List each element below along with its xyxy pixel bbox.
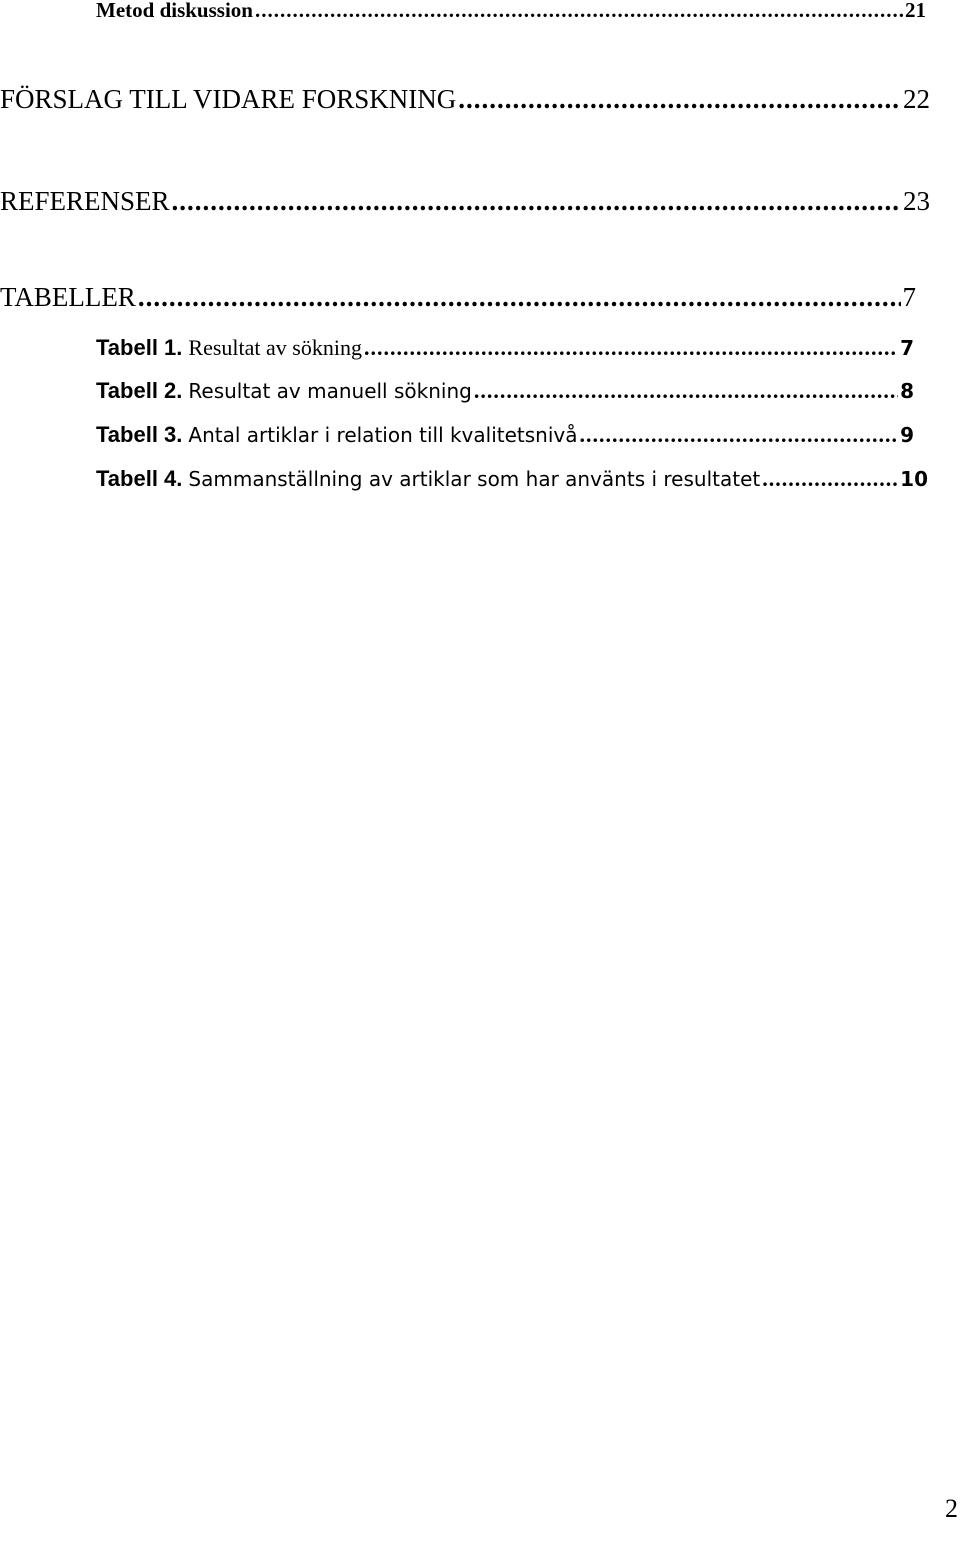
toc-entry-label: Metod diskussion xyxy=(96,0,253,22)
toc-dot-leader xyxy=(762,466,898,492)
toc-table-page: 8 xyxy=(900,379,914,403)
toc-table-label xyxy=(96,466,760,492)
toc-entry-page: 22 xyxy=(903,84,930,114)
toc-table-label xyxy=(96,335,362,361)
table-title: Resultat av sökning xyxy=(188,335,362,360)
toc-dot-leader xyxy=(474,378,898,404)
table-title: Antal artiklar i relation till kvalitetsnivå xyxy=(188,423,578,447)
toc-entry-forslag-till-vidare-forskning[interactable] xyxy=(0,84,930,115)
toc-table-page: 9 xyxy=(900,423,914,447)
toc-entry-tabeller[interactable] xyxy=(0,282,916,313)
toc-table-entry-2[interactable] xyxy=(96,378,914,404)
toc-table-page: 7 xyxy=(900,336,914,360)
table-number: Tabell 3. xyxy=(96,422,183,447)
toc-entry-page: 21 xyxy=(905,0,926,22)
toc-table-entry-4[interactable] xyxy=(96,466,928,492)
table-number: Tabell 1. xyxy=(96,335,183,360)
toc-table-page: 10 xyxy=(900,467,928,491)
page-number: 2 xyxy=(945,1494,958,1523)
toc-entry-label: TABELLER xyxy=(0,282,136,312)
toc-table-label xyxy=(96,378,472,404)
table-number: Tabell 2. xyxy=(96,378,183,403)
toc-dot-leader xyxy=(580,422,899,448)
toc-dot-leader xyxy=(364,335,898,361)
table-title: Sammanställning av artiklar som har använts i resultatet xyxy=(188,467,761,491)
toc-dot-leader xyxy=(138,282,901,313)
toc-entry-metod-diskussion[interactable] xyxy=(96,0,926,23)
toc-table-label xyxy=(96,422,578,448)
toc-dot-leader xyxy=(172,186,901,217)
toc-entry-label: FÖRSLAG TILL VIDARE FORSKNING xyxy=(0,84,457,114)
toc-entry-label: REFERENSER xyxy=(0,186,170,216)
toc-entry-page: 7 xyxy=(902,282,916,312)
toc-entry-page: 23 xyxy=(903,186,930,216)
toc-dot-leader xyxy=(255,0,903,23)
toc-entry-referenser[interactable] xyxy=(0,186,930,217)
toc-table-entry-1[interactable] xyxy=(96,335,914,361)
toc-table-entry-3[interactable] xyxy=(96,422,914,448)
toc-dot-leader xyxy=(458,84,901,115)
table-title: Resultat av manuell sökning xyxy=(188,379,472,403)
table-number: Tabell 4. xyxy=(96,466,183,491)
